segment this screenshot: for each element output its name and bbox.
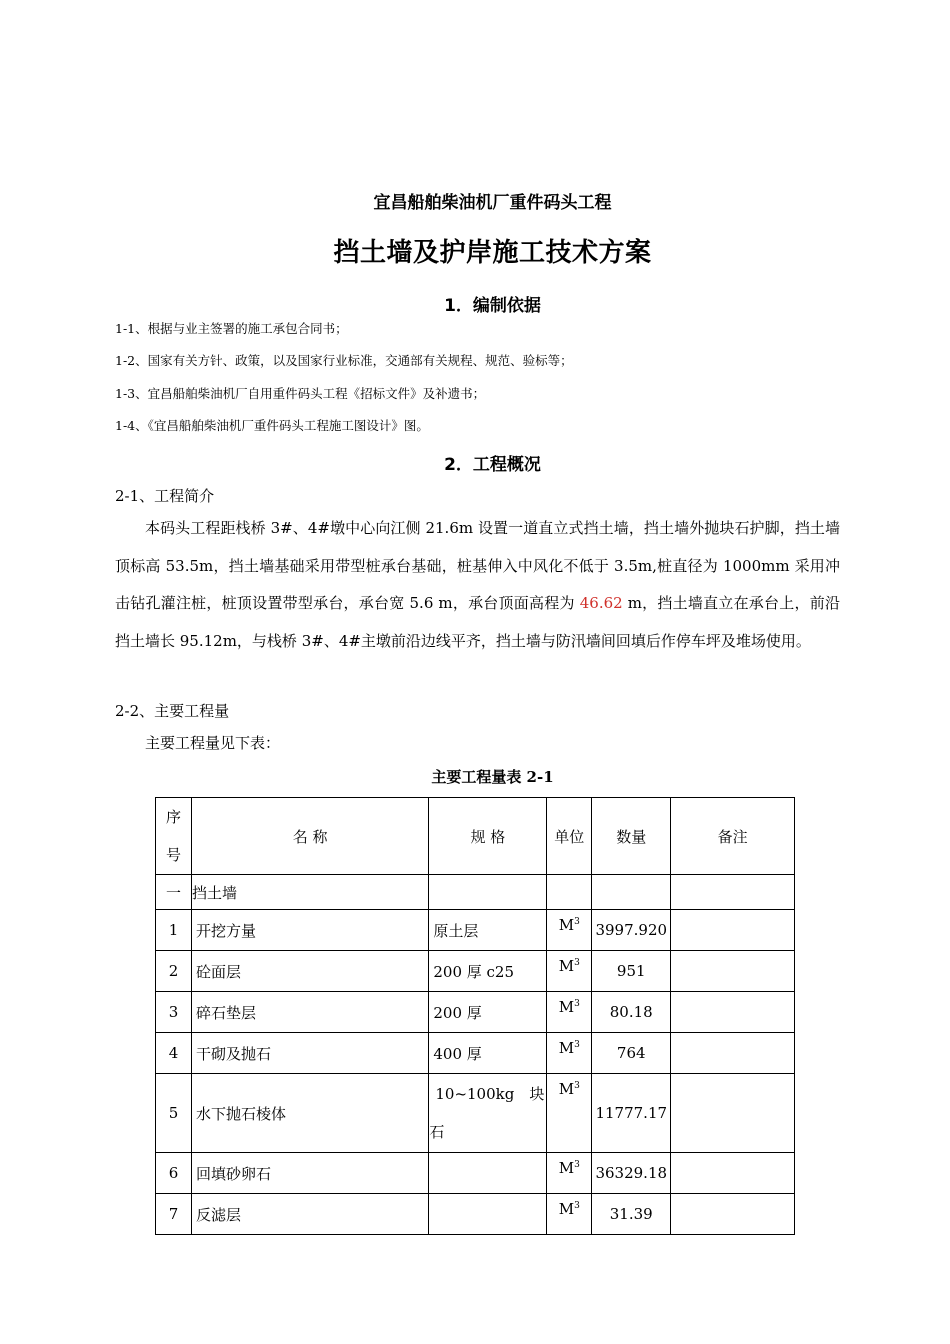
table-header-row (156, 798, 795, 875)
table-intro: 主要工程量见下表： (145, 734, 281, 752)
row-note (671, 1153, 795, 1194)
row-seq: 6 (156, 1153, 192, 1194)
header-note: 备注 (671, 798, 795, 875)
header-spec: 规 格 (429, 798, 547, 875)
row-qty: 3997.920 (592, 910, 671, 951)
row-note (671, 1074, 795, 1153)
table-row (156, 1194, 795, 1235)
group-note (671, 875, 795, 910)
row-qty: 764 (592, 1033, 671, 1074)
row-spec (429, 1194, 547, 1235)
row-qty: 36329.18 (592, 1153, 671, 1194)
row-note (671, 992, 795, 1033)
row-spec: 200 厚 c25 (429, 951, 547, 992)
row-spec: 400 厚 (429, 1033, 547, 1074)
group-spec (429, 875, 547, 910)
group-qty (592, 875, 671, 910)
row-unit: $M^3$ (547, 992, 592, 1033)
group-name: 挡土墙 (191, 875, 428, 910)
row-spec: 200 厚 (429, 992, 547, 1033)
row-seq: 7 (156, 1194, 192, 1235)
group-unit (547, 875, 592, 910)
basis-item-2: 1-2、国家有关方针、政策，以及国家行业标准，交通部有关规程、规范、验标等； (115, 353, 573, 368)
table-row (156, 1153, 795, 1194)
table-group-row (156, 875, 795, 910)
row-seq: 4 (156, 1033, 192, 1074)
row-note (671, 1033, 795, 1074)
header-unit: 单位 (547, 798, 592, 875)
row-seq: 5 (156, 1074, 192, 1153)
subsection-2-2: 2-2、主要工程量 (115, 702, 230, 720)
subsection-2-1: 2-1、工程简介 (115, 487, 215, 505)
row-qty: 951 (592, 951, 671, 992)
row-qty: 80.18 (592, 992, 671, 1033)
row-name: 开挖方量 (191, 910, 428, 951)
row-spec: 10~100kg 块 石 (429, 1074, 547, 1153)
basis-item-4: 1-4、《宜昌船舶柴油机厂重件码头工程施工图设计》图。 (115, 418, 429, 433)
section-1-heading: 1．编制依据 (444, 296, 541, 316)
row-seq: 2 (156, 951, 192, 992)
paragraph-text-part2: m，挡土墙直立在承台上，前沿挡土墙长 95.12m，与栈桥 3#、4#主墩前沿边线平齐，挡土墙与防汛墙间回填后作停车坪及堆场使用。 (115, 594, 840, 650)
row-qty: 31.39 (592, 1194, 671, 1235)
quantities-table (155, 797, 795, 1235)
row-unit: $M^3$ (547, 1194, 592, 1235)
row-name: 反滤层 (191, 1194, 428, 1235)
table-row (156, 992, 795, 1033)
header-seq: 序 号 (156, 798, 192, 875)
row-name: 碎石垫层 (191, 992, 428, 1033)
header-name: 名 称 (191, 798, 428, 875)
project-overview-paragraph (115, 510, 840, 660)
row-name: 水下抛石棱体 (191, 1074, 428, 1153)
header-qty: 数量 (592, 798, 671, 875)
table-row (156, 1033, 795, 1074)
document-title: 挡土墙及护岸施工技术方案 (333, 238, 652, 268)
group-seq: 一 (156, 875, 192, 910)
basis-item-1: 1-1、根据与业主签署的施工承包合同书； (115, 321, 348, 336)
row-unit: $M^3$ (547, 951, 592, 992)
paragraph-text-part1: 本码头工程距栈桥 3#、4#墩中心向江侧 21.6m 设置一道直立式挡土墙，挡土墙外抛块石护脚，挡土墙顶标高 53.5m，挡土墙基础采用带型桩承台基础，桩基伸入中风化不低于 3.5m,桩直径为 1000mm 采用冲击钻孔灌注桩，桩顶设置带型承台，承台宽 5.6 m，承台顶面高程为 (115, 519, 840, 612)
row-spec: 原土层 (429, 910, 547, 951)
row-unit: $M^3$ (547, 910, 592, 951)
section-2-heading: 2．工程概况 (444, 455, 541, 475)
row-unit: $M^3$ (547, 1033, 592, 1074)
row-qty: 11777.17 (592, 1074, 671, 1153)
table-row (156, 1074, 795, 1153)
row-seq: 3 (156, 992, 192, 1033)
row-unit: $M^3$ (547, 1074, 592, 1153)
table-row (156, 910, 795, 951)
row-note (671, 1194, 795, 1235)
row-spec (429, 1153, 547, 1194)
row-name: 干砌及抛石 (191, 1033, 428, 1074)
row-name: 回填砂卵石 (191, 1153, 428, 1194)
table-row (156, 951, 795, 992)
row-name: 砼面层 (191, 951, 428, 992)
table-caption: 主要工程量表 2-1 (431, 768, 554, 786)
row-note (671, 951, 795, 992)
document-subtitle: 宜昌船舶柴油机厂重件码头工程 (373, 193, 612, 213)
basis-item-3: 1-3、宜昌船舶柴油机厂自用重件码头工程《招标文件》及补遗书； (115, 386, 486, 401)
row-unit: $M^3$ (547, 1153, 592, 1194)
row-note (671, 910, 795, 951)
row-seq: 1 (156, 910, 192, 951)
elevation-value-highlight: 46.62 (574, 594, 628, 612)
